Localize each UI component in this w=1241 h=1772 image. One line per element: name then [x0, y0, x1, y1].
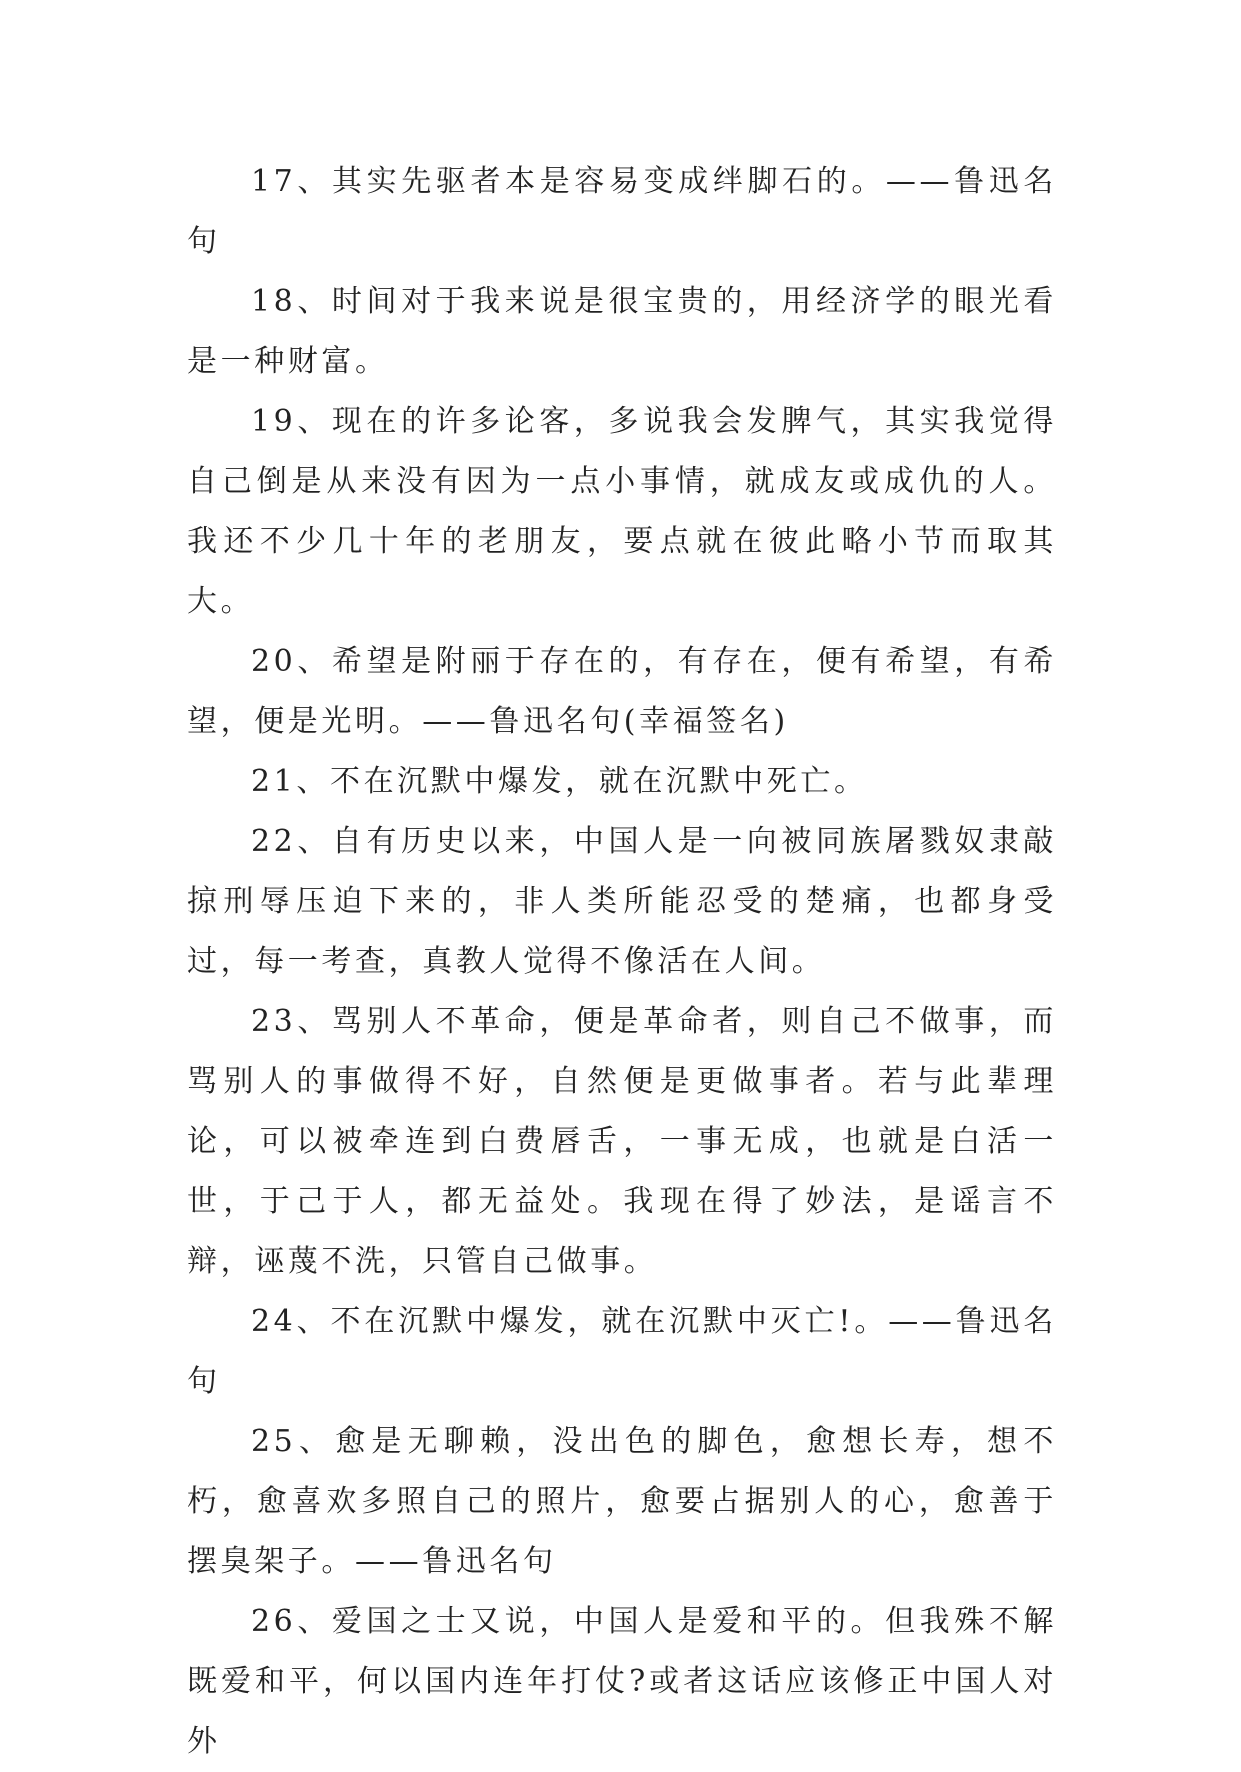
quote-paragraph: 17、其实先驱者本是容易变成绊脚石的。——鲁迅名句 [187, 164, 1057, 259]
quote-paragraph: 19、现在的许多论客，多说我会发脾气，其实我觉得自己倒是从来没有因为一点小事情，就成友或成仇的人。我还不少几十年的老朋友，要点就在彼此略小节而取其大。 [187, 404, 1057, 619]
quote-paragraph: 25、愈是无聊赖，没出色的脚色，愈想长寿，想不朽，愈喜欢多照自己的照片，愈要占据别人的心，愈善于摆臭架子。——鲁迅名句 [187, 1424, 1057, 1579]
quote-paragraph: 21、不在沉默中爆发，就在沉默中死亡。 [251, 764, 868, 799]
quote-paragraph: 26、爱国之士又说，中国人是爱和平的。但我殊不解既爱和平，何以国内连年打仗?或者这话应该修正中国人对外 [187, 1604, 1057, 1759]
quote-paragraph: 22、自有历史以来，中国人是一向被同族屠戮奴隶敲掠刑辱压迫下来的，非人类所能忍受的楚痛，也都身受过，每一考查，真教人觉得不像活在人间。 [187, 824, 1057, 979]
quote-paragraph: 18、时间对于我来说是很宝贵的，用经济学的眼光看是一种财富。 [187, 284, 1057, 379]
quote-paragraph: 24、不在沉默中爆发，就在沉默中灭亡!。——鲁迅名句 [187, 1304, 1057, 1399]
quote-paragraph: 20、希望是附丽于存在的，有存在，便有希望，有希望，便是光明。——鲁迅名句(幸福签名) [187, 644, 1057, 739]
document-body [187, 152, 1057, 1772]
quote-paragraph: 23、骂别人不革命，便是革命者，则自己不做事，而骂别人的事做得不好，自然便是更做事者。若与此辈理论，可以被牵连到白费唇舌，一事无成，也就是白活一世，于己于人，都无益处。我现在得了妙法，是谣言不辩，诬蔑不洗，只管自己做事。 [187, 1004, 1057, 1279]
